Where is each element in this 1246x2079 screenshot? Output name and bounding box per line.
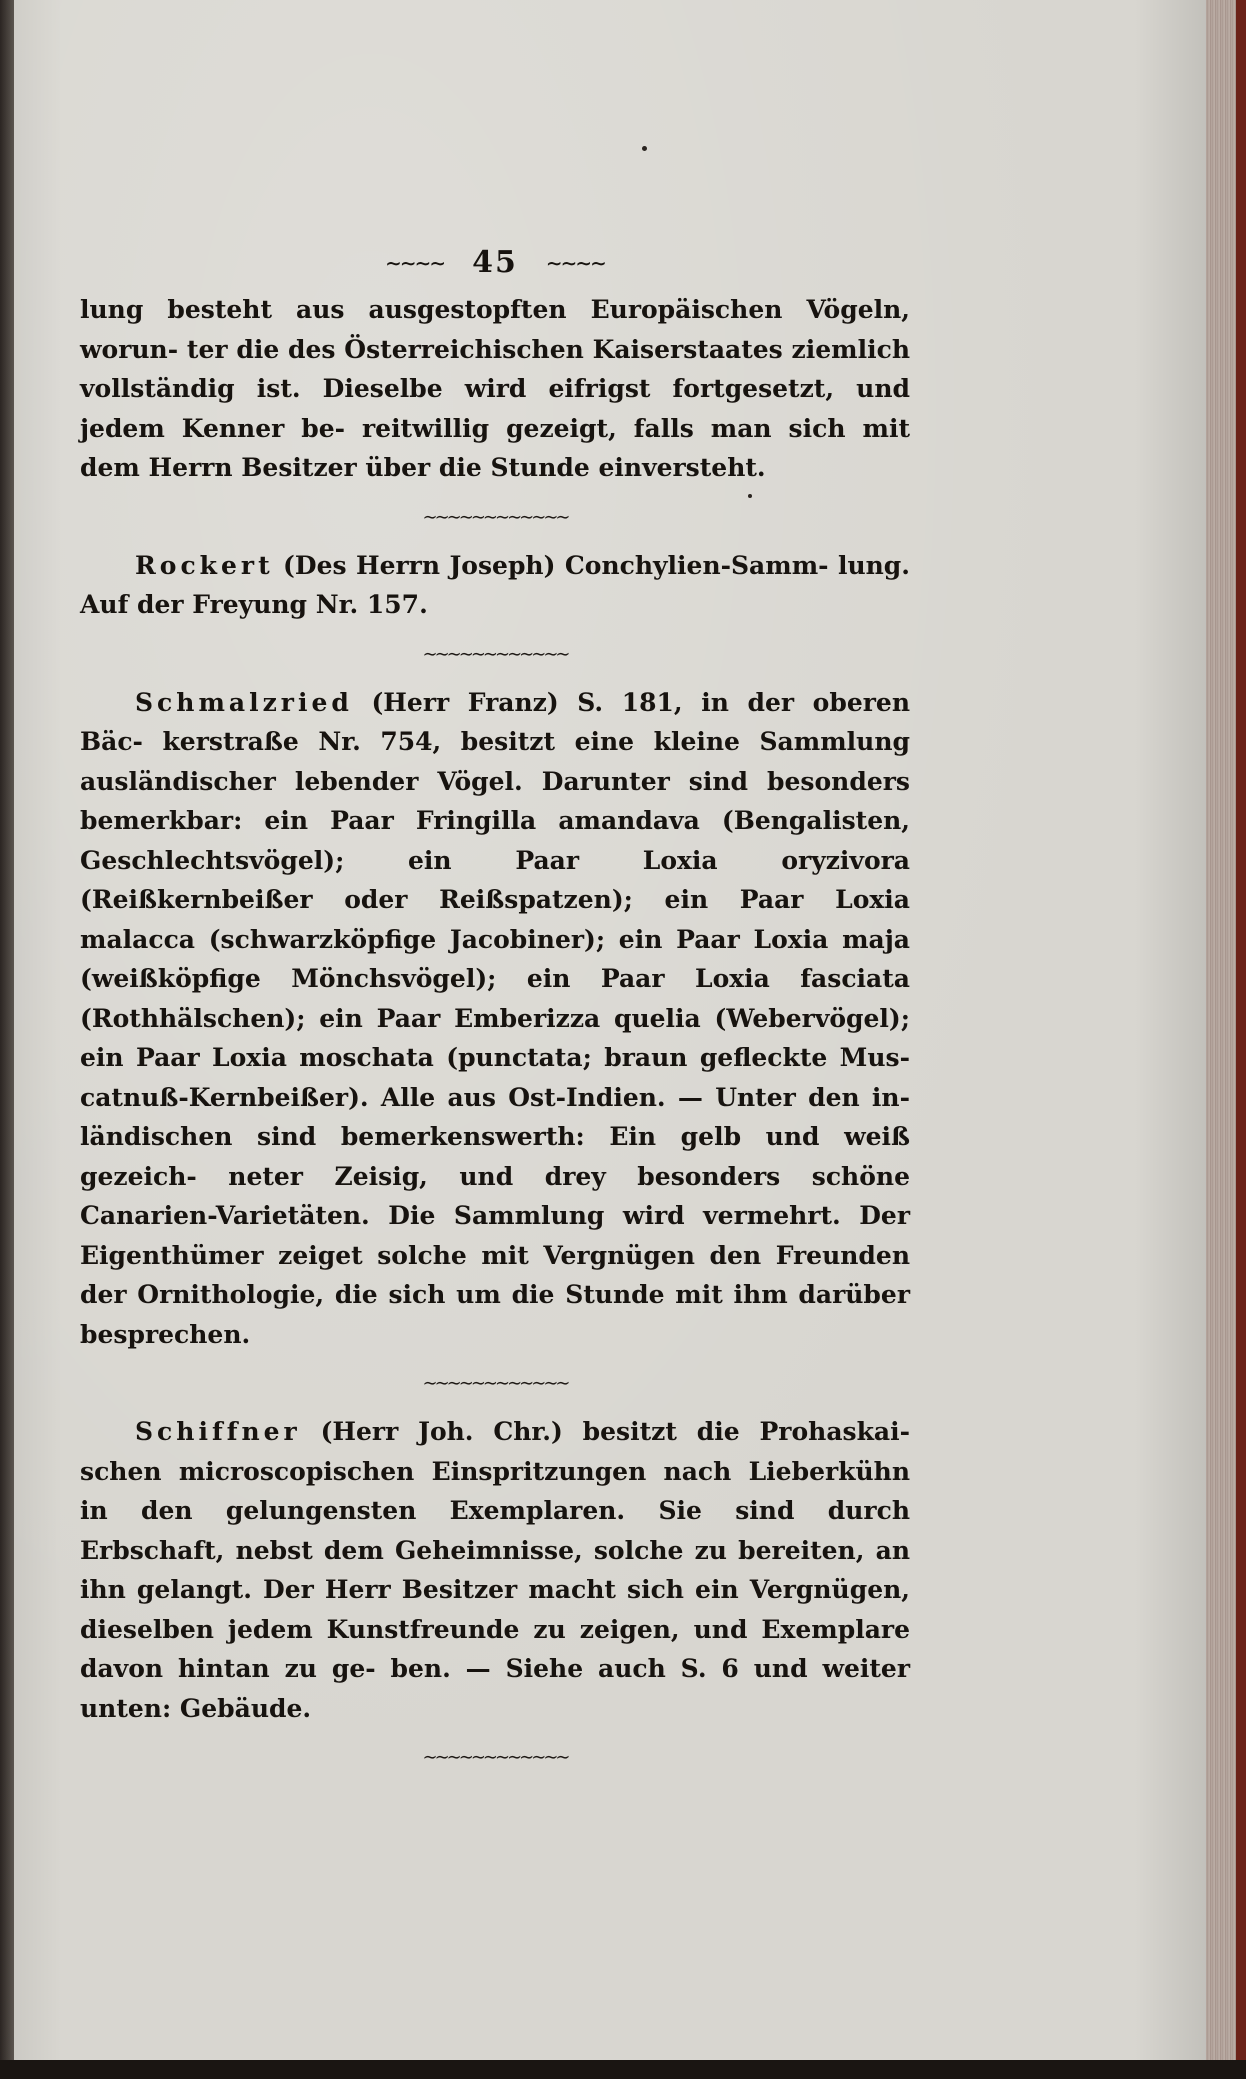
entry-name: Rockert: [135, 550, 274, 580]
section-divider: ∼∼∼∼∼∼∼∼∼∼∼∼: [422, 506, 568, 528]
entry-text: (Herr Joh. Chr.) besitzt die Prohaskai- schen microscopischen Einspritzungen nach Lieberkühn in den gelungensten Exemplaren. Sie sind durch Erbschaft, nebst dem Geheimnisse, solche zu bereiten, an ihn gelangt. Der Herr Besitzer macht sich ein Vergnügen, dieselben jedem Kunstfreunde zu zeigen, und Exemplare davon hintan zu ge- ben. — Siehe auch S. 6 und weiter unten: Gebäude.: [80, 1417, 910, 1723]
header-ornament-left: ∼∼∼∼: [385, 251, 445, 275]
page-number: 45: [472, 245, 518, 280]
book-binding: [1236, 0, 1246, 2079]
left-page-edge: [0, 0, 14, 2079]
entry-text: (Herr Franz) S. 181, in der oberen Bäc- kerstraße Nr. 754, besitzt eine kleine Sammlung ausländischer lebender Vögel. Darunter sind besonders bemerkbar: ein Paar Fringilla amandava (Bengalisten, Geschlechtsvögel); ein Paar Loxia oryzivora (Reißkernbeißer oder Reißspatzen); ein Paar Loxia malacca (schwarzköpfige Jacobiner); ein Paar Loxia maja (weißköpfige Mönchsvögel); ein Paar Loxia fasciata (Rothhälschen); ein Paar Emberizza quelia (Webervögel); ein Paar Loxia moschata (punctata; braun gefleckte Mus- catnuß-Kernbeißer). Alle aus Ost-Indien. — Unter den in- ländischen sind bemerkenswerth: Ein gelb und weiß gezeich- neter Zeisig, und drey besonders schöne Canarien-Varietäten. Die Sammlung wird vermehrt. Der Eigenthümer zeiget solche mit Vergnügen den Freunden der Ornithologie, die sich um die Stunde mit ihm darüber besprechen.: [80, 687, 910, 1349]
page-header: [80, 240, 910, 284]
page-stack-edge: [1206, 0, 1236, 2079]
entry-schiffner: [80, 1412, 910, 1728]
entry-continuation: lung besteht aus ausgestopften Europäischen Vögeln, worun- ter die des Österreichischen Kaiserstaates ziemlich vollständig ist. Dieselbe wird eifrigst fortgesetzt, und jedem Kenner be- reitwillig gezeigt, falls man sich mit dem Herrn Besitzer über die Stunde einversteht.: [80, 295, 910, 482]
section-divider: ∼∼∼∼∼∼∼∼∼∼∼∼: [422, 1373, 568, 1394]
section-divider: ∼∼∼∼∼∼∼∼∼∼∼∼: [422, 643, 568, 665]
header-ornament-right: ∼∼∼∼: [545, 251, 605, 275]
section-divider: ∼∼∼∼∼∼∼∼∼∼∼∼: [422, 1747, 568, 1768]
ink-speck: [642, 146, 647, 151]
entry-text: (Des Herrn Joseph) Conchylien-Samm- lung. Auf der Freyung Nr. 157.: [80, 550, 910, 619]
text-block: [80, 240, 910, 1786]
entry-name: Schiffner: [135, 1417, 301, 1446]
bottom-shadow: [0, 2060, 1246, 2079]
entry-name: Schmalzried: [135, 687, 353, 717]
entry-schmalzried: [80, 683, 910, 1355]
entry-rockert: [80, 546, 910, 625]
